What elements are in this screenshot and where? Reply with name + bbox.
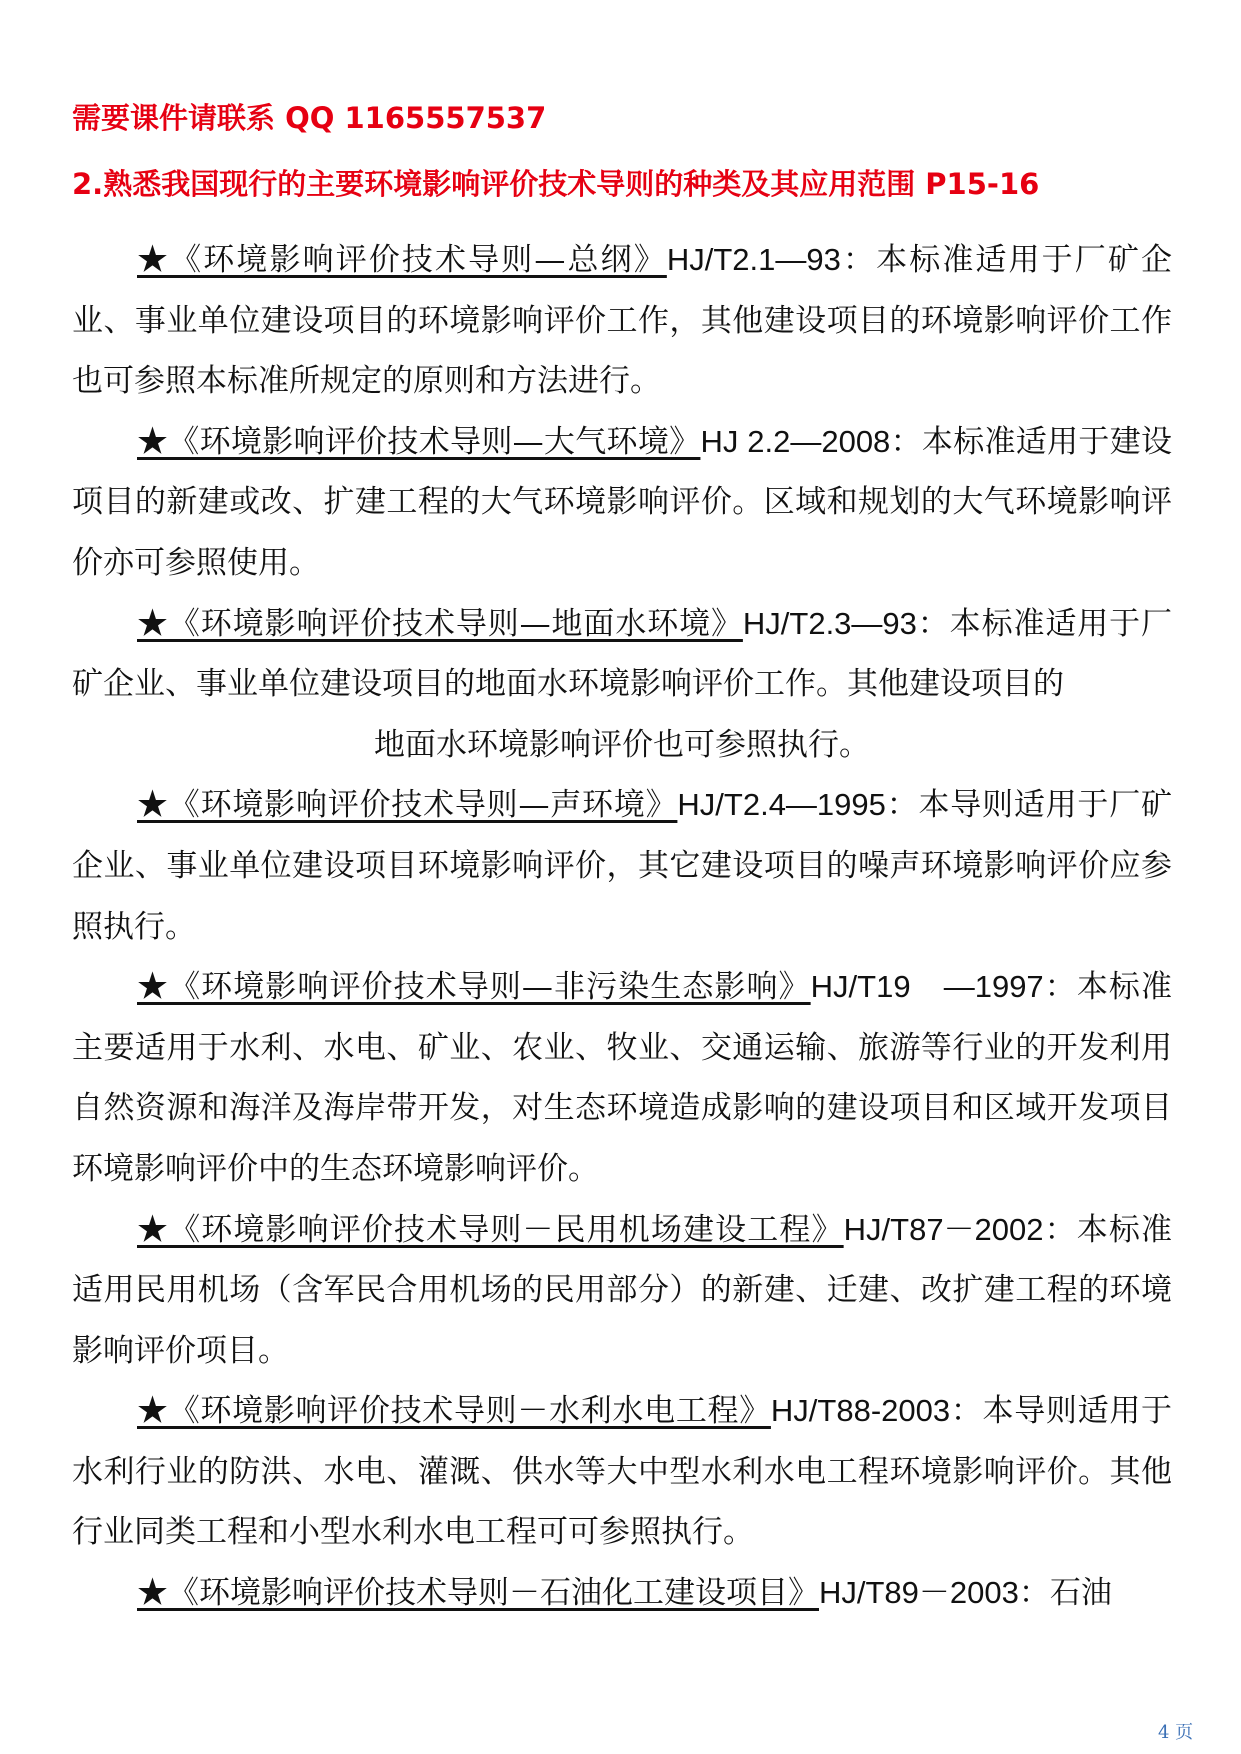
standard-description: ：本标准适用于建设项目的新建或改、扩建工程的大气环境影响评价。区域和规划的大气环境影响评价亦可参照使用。 (72, 423, 1173, 581)
standard-description: ：本导则适用于水利行业的防洪、水电、灌溉、供水等大中型水利水电工程环境影响评价。其他行业同类工程和小型水利水电工程可可参照执行。 (72, 1393, 1173, 1551)
paragraph-general (72, 230, 1172, 412)
paragraph-atmosphere (72, 412, 1172, 594)
document-body (72, 230, 1172, 1624)
standard-description: ：石油 (1018, 1575, 1112, 1612)
section-heading: 2.熟悉我国现行的主要环境影响评价技术导则的种类及其应用范围 P15-16 (72, 167, 1040, 201)
standard-code: HJ/T2.3—93 (742, 605, 917, 641)
standard-title: ★《环境影响评价技术导则—总纲》 (137, 242, 667, 278)
standard-description: ：本标准适用民用机场（含军民合用机场的民用部分）的新建、迁建、改扩建工程的环境影响评价项目。 (72, 1211, 1173, 1369)
page-number: 4 页 (1158, 1722, 1194, 1743)
paragraph-hydropower (72, 1381, 1172, 1563)
standard-code: HJ/T87－2002 (843, 1211, 1044, 1247)
paragraph-noise (72, 775, 1172, 957)
paragraph-surface-water (72, 594, 1172, 715)
standard-title: ★《环境影响评价技术导则—大气环境》 (137, 423, 701, 460)
centered-line: 地面水环境影响评价也可参照执行。 (374, 726, 870, 763)
standard-code: HJ 2.2—2008 (700, 423, 891, 459)
standard-code: HJ/T89－2003 (819, 1575, 1019, 1611)
paragraph-airport (72, 1200, 1172, 1382)
standard-title: ★《环境影响评价技术导则－民用机场建设工程》 (137, 1211, 844, 1248)
standard-description: ：本标准适用于厂矿企业、事业单位建设项目的环境影响评价工作，其他建设项目的环境影响评价工作也可参照本标准所规定的原则和方法进行。 (72, 242, 1173, 400)
standard-title: ★《环境影响评价技术导则—地面水环境》 (137, 605, 743, 642)
standard-title: ★《环境影响评价技术导则—声环境》 (137, 787, 678, 824)
paragraph-ecology (72, 957, 1172, 1199)
standard-code: HJ/T2.4—1995 (677, 787, 886, 823)
standard-code: HJ/T19 —1997 (810, 969, 1044, 1005)
standard-title: ★《环境影响评价技术导则－石油化工建设项目》 (137, 1575, 819, 1612)
standard-description: ：本标准适用于厂矿企业、事业单位建设项目的地面水环境影响评价工作。其他建设项目的 (72, 605, 1173, 703)
contact-line: 需要课件请联系 QQ 1165557537 (72, 101, 547, 135)
standard-description: ：本标准主要适用于水利、水电、矿业、农业、牧业、交通运输、旅游等行业的开发利用自然资源和海洋及海岸带开发，对生态环境造成影响的建设项目和区域开发项目环境影响评价中的生态环境影响评价。 (72, 969, 1172, 1187)
standard-title: ★《环境影响评价技术导则－水利水电工程》 (137, 1393, 771, 1430)
standard-description: ：本导则适用于厂矿企业、事业单位建设项目环境影响评价，其它建设项目的噪声环境影响评价应参照执行。 (72, 787, 1173, 945)
standard-title: ★《环境影响评价技术导则—非污染生态影响》 (137, 969, 811, 1006)
standard-code: HJ/T88-2003 (770, 1393, 951, 1429)
standard-code: HJ/T2.1—93 (666, 242, 841, 277)
paragraph-petrochemical (72, 1563, 1172, 1624)
